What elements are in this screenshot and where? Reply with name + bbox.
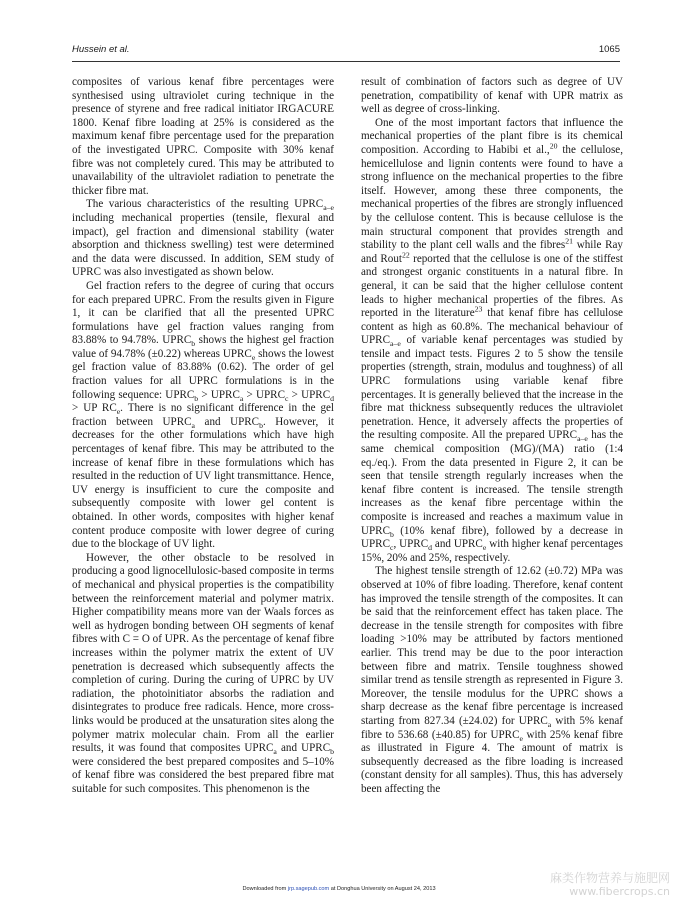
paragraph: Gel fraction refers to the degree of curing that occurs for each prepared UPRC. From the results given in Figure 1, it can be clarified that all the presented UPRC formulations have gel fraction values ranging from 83.88% to 94.78%. $UPRC_b$ shows the highest gel fraction value of 94.78% (±0.22) whereas $UPRC_e$ shows the lowest gel fraction value of 83.88% (0.62). The order of gel fraction values for all UPRC formulations is in the following sequence: $UPRC_b$ > $UPRC_a$ > $UPRC_c$ > $UPRC_d$ > UP $RC_e$. There is no significant difference in the gel fraction between $UPRC_a$ and $UPRC_b$. However, it decreases for the other formulations which have high percentages of kenaf fibre. This may be attributed to the increase of kenaf fibre in these formulations which has resulted in the reduction of UV light transmittance. Hence, UV energy is insufficient to cure the composite and subsequently composite with lower gel content is obtained. In other words, composites with higher kenaf content produce composite with lower degree of curing due to the blockage of UV light. [72,279,334,551]
running-head-authors: Hussein et al. [72,44,130,55]
paragraph: One of the most important factors that influence the mechanical properties of the plant fibre is its chemical composition. According to Habibi et al.,$^{20}$ the cellulose, hemicellulose and lignin contents were found to have a strong influence on the mechanical properties to the fibre itself. However, among these three components, the mechanical properties of the fibres are strongly influenced by the cellulose content. This is because cellulose is the main structural component that provides strength and stability to the plant cell walls and the fibres$^{21}$ while Ray and Rout$^{22}$ reported that the cellulose is one of the stiffest and strongest organic constituents in a natural fibre. In general, it can be said that the higher cellulose content leads to higher mechanical properties of the fibres. As reported in the literature$^{23}$ that kenaf fibre has cellulose content as high as 60.8%. The mechanical behaviour of $UPRC_{a-e}$ of variable kenaf percentages was studied by tensile and impact tests. Figures 2 to 5 show the tensile properties (strength, strain, modulus and toughness) of all UPRC formulations using variable kenaf fibre percentages. It is generally believed that the increase in the fibre mat thickness subsequently reduces the ultraviolet penetration. Hence, it adversely affects the properties of the resulting composite. All the prepared $UPRC_{a-e}$ has the same chemical composition (MG)/(MA) ratio (1:4 eq./eq.). From the data presented in Figure 2, it can be seen that tensile strength regularly increases when the kenaf fibre content is increased. The tensile strength increases as the kenaf fibre percentage within the composite is increased and reaches a maximum value in $UPRC_b$ (10% kenaf fibre), followed by a decrease in $UPRC_c$, $UPRC_d$ and $UPRC_e$ with higher kenaf percentages 15%, 20% and 25%, respectively. [361,116,623,564]
citation-ref: 20 [549,141,558,151]
paragraph: However, the other obstacle to be resolved in producing a good lignocellulosic-based composite in terms of mechanical and physical properties is the compatibility between the reinforcement material and polymer matrix. Higher compatibility means more van der Waals forces as well as hydrogen bonding between OH segments of kenaf fibres with C = O of UPR. As the percentage of kenaf fibre increases within the polymer matrix the extent of UV penetration is decreased which subsequently affects the completion of curing. During the curing of UPRC by UV radiation, the photoinitiator absorbs the radiation and disintegrates to produce free radicals. Hence, more cross-links would be produced at the unsaturation sites along the polymer matrix molecular chain. From all the earlier results, it was found that composites $UPRC_a$ and $UPRC_b$ were considered the best prepared composites and 5–10% of kenaf fibre was considered the best prepared fibre mat suitable for such composites. This phenomenon is the [72,551,335,795]
header-rule [72,61,620,62]
source-link[interactable]: jrp.sagepub.com [287,886,330,892]
watermark [550,872,670,898]
right-column [361,76,623,796]
citation-ref: 22 [401,250,410,260]
paragraph: The various characteristics of the resulting $UPRC_{a-e}$ including mechanical properties (tensile, flexural and impact), gel fraction and dimensional stability (water absorption and thickness swelling) test were determined and the data were discussed. In addition, SEM study of UPRC was also investigated as shown below. [72,198,334,279]
paragraph: The highest tensile strength of 12.62 (±0.72) MPa was observed at 10% of fibre loading. Therefore, kenaf content has improved the tensile strength of the composites. It can be said that the reinforcement effect has taken place. The decrease in the tensile strength for composites with fibre loading >10% may be attributed by factors mentioned earlier. This trend may be due to the poor interaction between fibre and matrix. Tensile toughness showed similar trend as tensile strength as represented in Figure 3. Moreover, the tensile modulus for the UPRC shows a sharp decrease as the kenaf fibre percentage is increased starting from 827.34 (±24.02) for $UPRC_a$ with 5% kenaf fibre to 536.68 (±40.85) for $UPRC_e$ with 25% kenaf fibre as illustrated in Figure 4. The amount of matrix is subsequently decreased as the fibre loading is increased (constant density for all samples). Thus, this has adversely been affecting the [361,565,623,795]
citation-ref: 23 [474,304,483,314]
citation-ref: 21 [565,236,573,246]
left-column [72,76,334,796]
page-number: 1065 [598,44,620,55]
watermark-line-1: 麻类作物营养与施肥网 [549,871,670,885]
paragraph: result of combination of factors such as degree of UV penetration, compatibility of kenaf with UPR matrix as well as degree of cross-linking. [361,76,623,116]
running-header [72,44,620,58]
download-footer: Downloaded from jrp.sagepub.com at Donghua University on August 24, 2013 [242,886,436,892]
paragraph: composites of various kenaf fibre percentages were synthesised using ultraviolet curing technique in the presence of styrene and free radical initiator IRGACURE 1800. Kenaf fibre loading at 25% is considered as the maximum kenaf fibre percentage used for the preparation of the investigated UPRC. Composite with 30% kenaf fibre was not completely cured. This may be attributed to unavailability of the ultraviolet radiation to penetrate the thicker fibre mat. [72,76,334,197]
watermark-line-2: www.fibercrops.cn [569,885,670,898]
